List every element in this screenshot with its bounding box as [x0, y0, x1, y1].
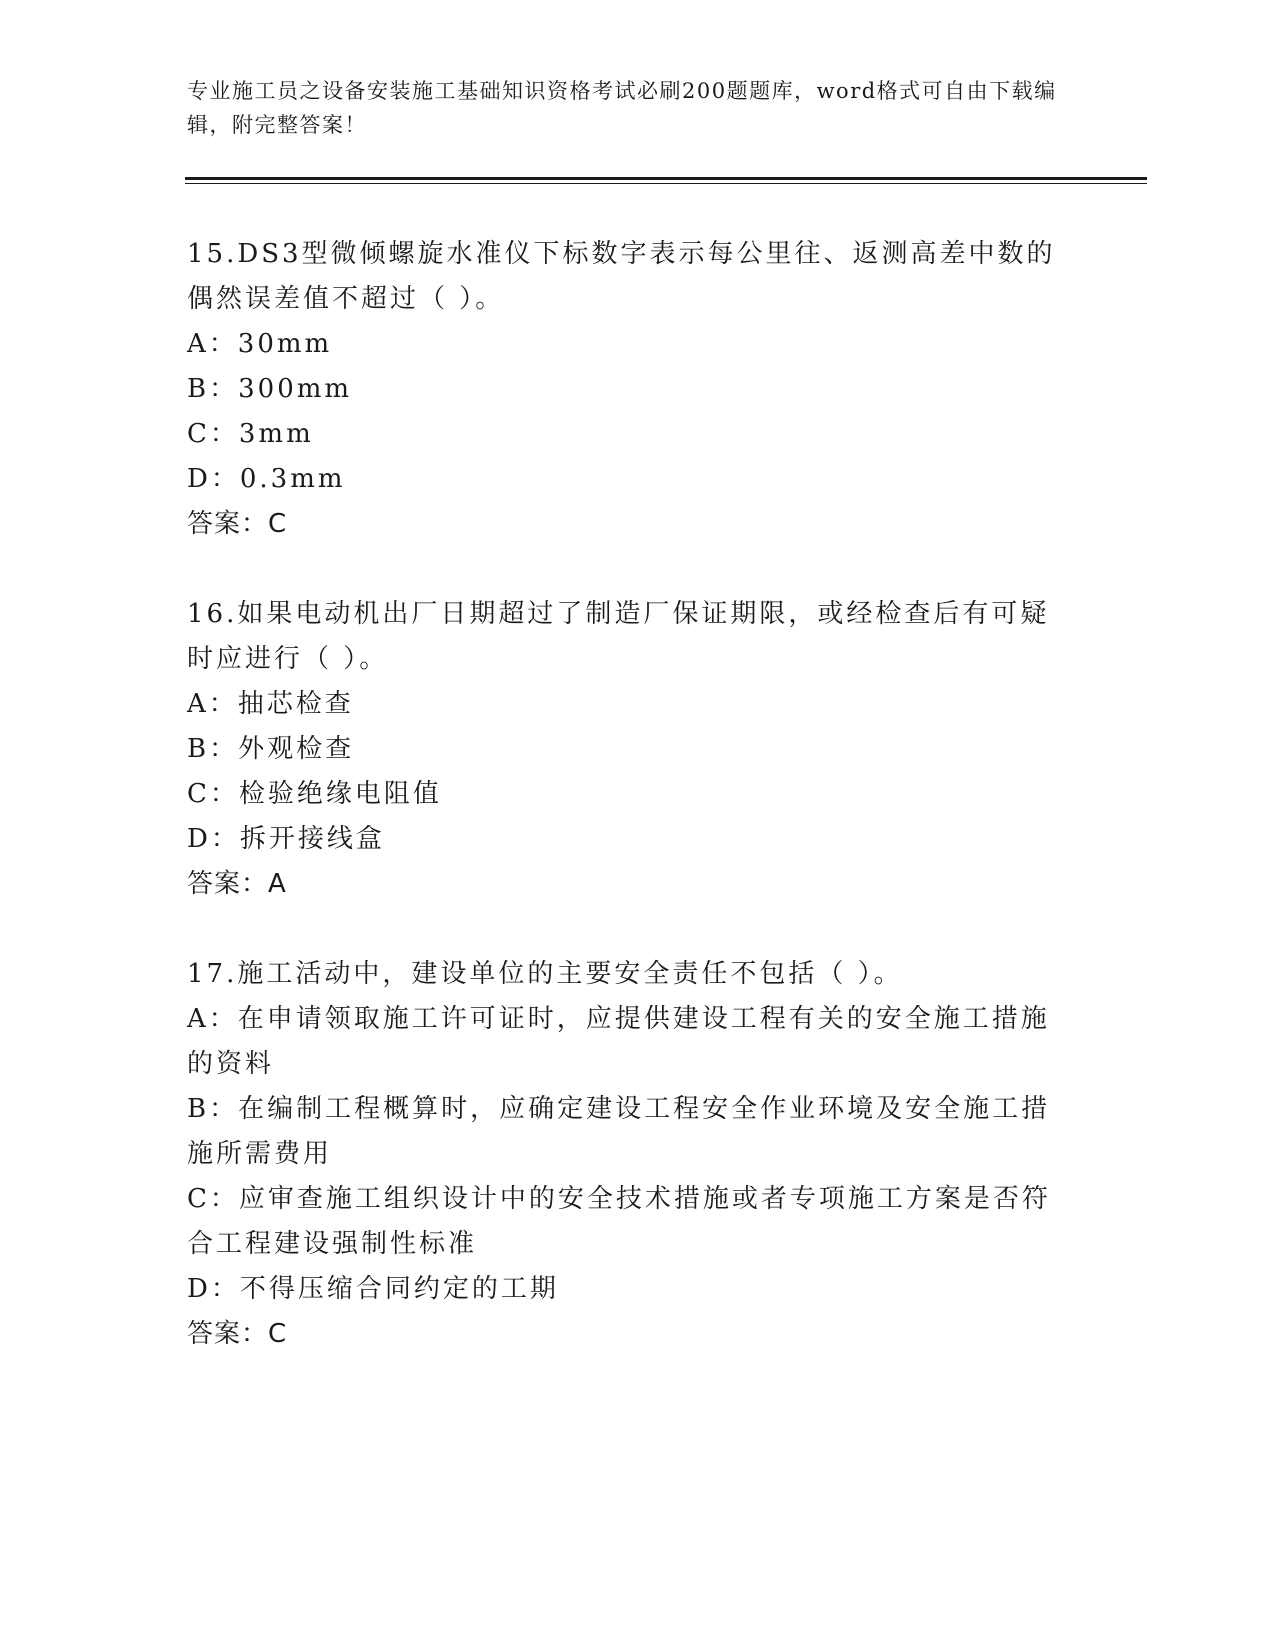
question-stem: 17.施工活动中，建设单位的主要安全责任不包括（ ）。 [187, 959, 903, 989]
option-d: D：不得压缩合同约定的工期 [187, 1274, 559, 1304]
option-c: C：3mm [187, 419, 314, 449]
option-b: B：外观检查 [187, 734, 355, 764]
option-a: A：30mm [187, 329, 333, 359]
option-d: D：拆开接线盒 [187, 824, 385, 854]
question-stem: 15.DS3型微倾螺旋水准仪下标数字表示每公里往、返测高差中数的偶然误差值不超过（ ）。 [187, 239, 1056, 314]
question-16 [187, 592, 1067, 907]
question-stem: 16.如果电动机出厂日期超过了制造厂保证期限，或经检查后有可疑时应进行（ ）。 [187, 599, 1050, 674]
option-b: B：在编制工程概算时，应确定建设工程安全作业环境及安全施工措施所需费用 [187, 1094, 1051, 1169]
option-c: C：检验绝缘电阻值 [187, 779, 442, 809]
option-d: D：0.3mm [187, 464, 346, 494]
option-c: C：应审查施工组织设计中的安全技术措施或者专项施工方案是否符合工程建设强制性标准 [187, 1184, 1051, 1259]
option-a: A：在申请领取施工许可证时，应提供建设工程有关的安全施工措施的资料 [187, 1004, 1050, 1079]
option-b: B：300mm [187, 374, 353, 404]
header-rule-thick [185, 177, 1147, 180]
document-header: 专业施工员之设备安装施工基础知识资格考试必刷200题题库，word格式可自由下载编辑，附完整答案！ [187, 79, 1057, 137]
question-15 [187, 232, 1067, 547]
option-a: A：抽芯检查 [187, 689, 354, 719]
answer-line: 答案：C [187, 509, 288, 539]
header-rule-thin [185, 183, 1147, 184]
question-list [187, 232, 1067, 1402]
question-17 [187, 952, 1067, 1357]
answer-line: 答案：A [187, 869, 287, 899]
answer-line: 答案：C [187, 1319, 288, 1349]
